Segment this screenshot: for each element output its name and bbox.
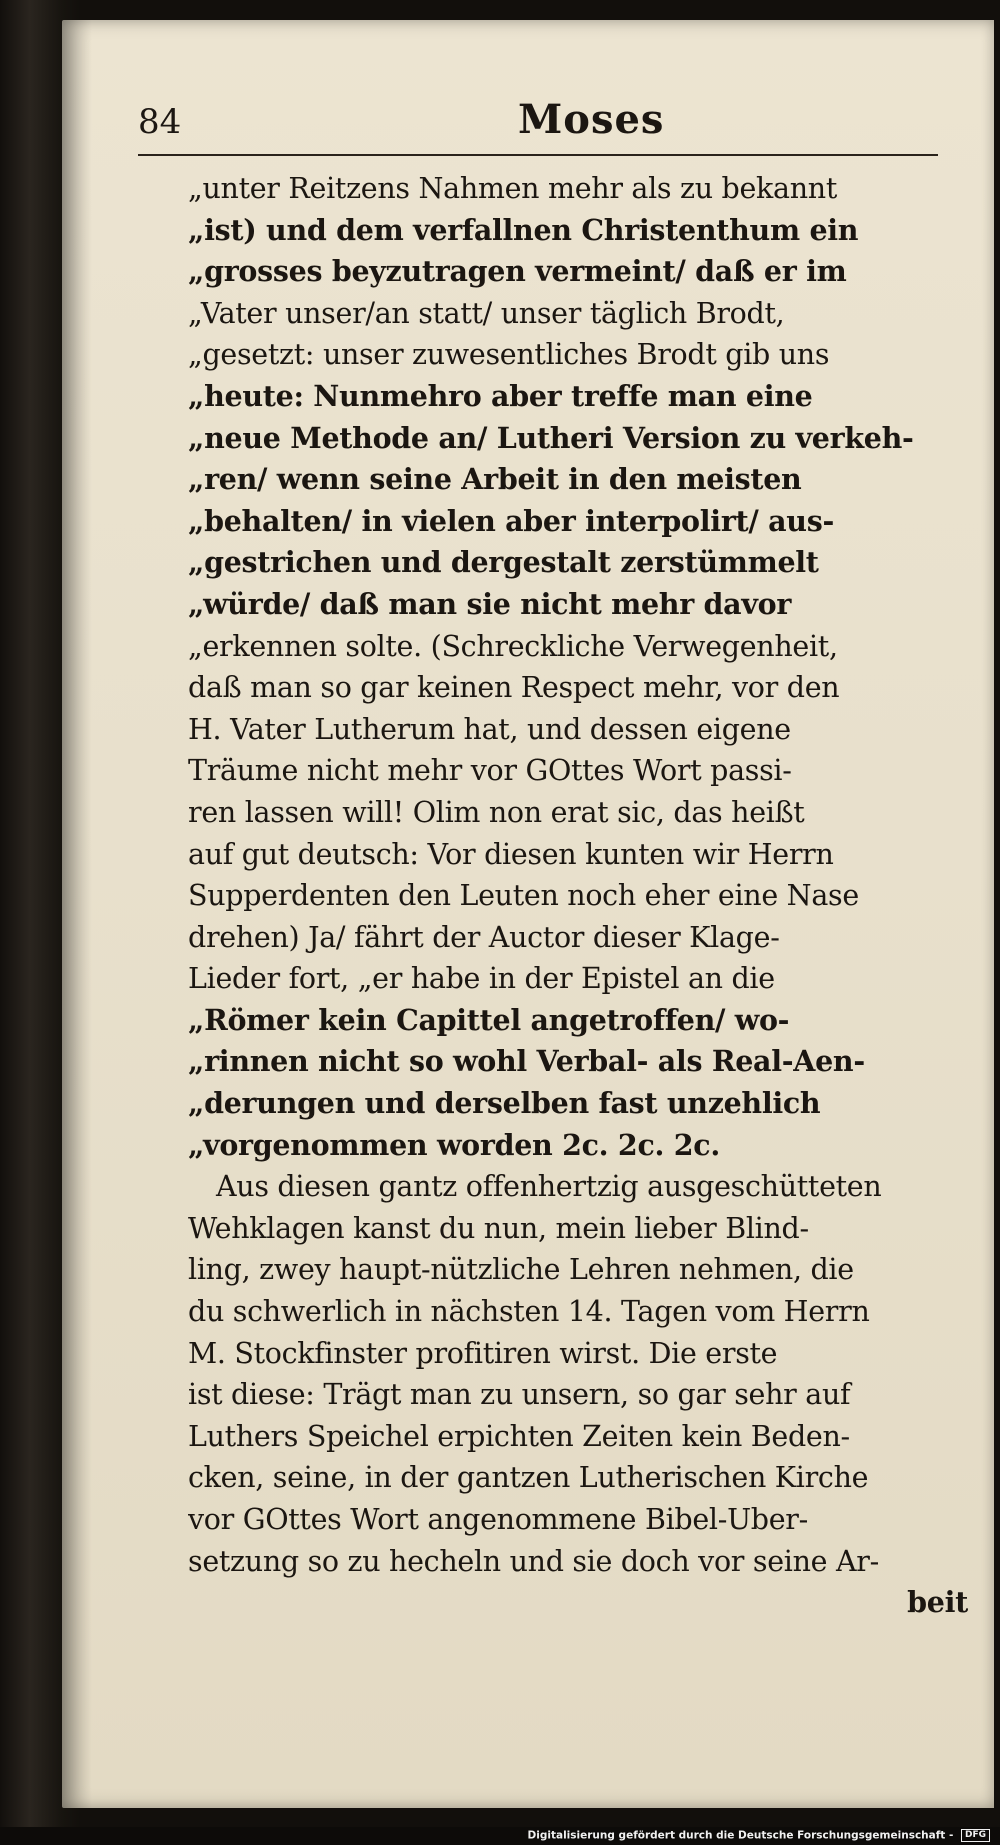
text-line: „ren/ wenn seine Arbeit in den meisten (188, 462, 802, 497)
text-line: „Vater unser/an statt/ unser täglich Brodt, (188, 296, 785, 330)
text-line: „grosses beyzutragen vermeint/ daß er im (188, 254, 847, 289)
text-line: „unter Reitzens Nahmen mehr als zu bekannt (188, 172, 837, 205)
text-line: Träume nicht mehr vor GOttes Wort passi- (188, 754, 792, 788)
text-line: „behalten/ in vielen aber interpolirt/ aus- (188, 503, 834, 538)
text-line: „rinnen nicht so wohl Verbal- als Real-Aen- (188, 1044, 865, 1079)
dfg-logo: DFG (961, 1829, 990, 1842)
text-line: Wehklagen kanst du nun, mein lieber Blind- (188, 1211, 809, 1245)
text-line: „Römer kein Capittel angetroffen/ wo- (188, 1002, 790, 1037)
body-text (188, 168, 968, 1624)
running-head: Moses (518, 96, 665, 143)
page-header (138, 96, 958, 156)
text-line: „heute: Nunmehro aber treffe man eine (188, 378, 813, 413)
text-line: ist diese: Trägt man zu unsern, so gar sehr auf (188, 1378, 851, 1412)
text-line: ling, zwey haupt-nützliche Lehren nehmen, die (188, 1253, 854, 1287)
catchword: beit (907, 1585, 968, 1620)
text-line: „würde/ daß man sie nicht mehr davor (188, 586, 792, 621)
text-line: „erkennen solte. (Schreckliche Verwegenheit, (188, 629, 838, 663)
book-gutter-shadow (62, 20, 92, 1808)
text-line: daß man so gar keinen Respect mehr, vor den (188, 671, 840, 705)
credit-text: Digitalisierung gefördert durch die Deutsche Forschungsgemeinschaft - (527, 1829, 954, 1842)
text-line: „vorgenommen worden 2c. 2c. 2c. (188, 1127, 720, 1162)
text-line: Aus diesen gantz offenhertzig ausgeschütteten (216, 1170, 882, 1204)
text-line: „gestrichen und dergestalt zerstümmelt (188, 545, 819, 580)
text-line: „neue Methode an/ Lutheri Version zu verkeh- (188, 420, 914, 455)
text-line: ren lassen will! Olim non erat sic, das heißt (188, 795, 805, 829)
text-line: Luthers Speichel erpichten Zeiten kein Beden- (188, 1419, 850, 1453)
text-line: auf gut deutsch: Vor diesen kunten wir Herrn (188, 837, 834, 871)
text-line: setzung so zu hecheln und sie doch vor seine Ar- (188, 1544, 879, 1578)
text-line: „gesetzt: unser zuwesentliches Brodt gib uns (188, 338, 830, 372)
text-line: vor GOttes Wort angenommene Bibel-Uber- (188, 1503, 808, 1536)
text-line: „ist) und dem verfallnen Christenthum ein (188, 212, 859, 247)
page-number: 84 (138, 102, 182, 142)
text-line: cken, seine, in der gantzen Lutherischen Kirche (188, 1461, 869, 1495)
text-line: du schwerlich in nächsten 14. Tagen vom Herrn (188, 1295, 870, 1329)
text-line: H. Vater Lutherum hat, und dessen eigene (188, 712, 791, 746)
text-line: Lieder fort, „er habe in der Epistel an die (188, 962, 775, 996)
header-rule (138, 154, 938, 156)
digitization-credit (528, 1829, 990, 1842)
text-line: „derungen und derselben fast unzehlich (188, 1086, 821, 1121)
text-line: Supperdenten den Leuten noch eher eine Nase (188, 879, 859, 913)
text-line: drehen) Ja/ fährt der Auctor dieser Klage- (188, 920, 780, 954)
text-line: M. Stockfinster profitiren wirst. Die erste (188, 1336, 778, 1370)
